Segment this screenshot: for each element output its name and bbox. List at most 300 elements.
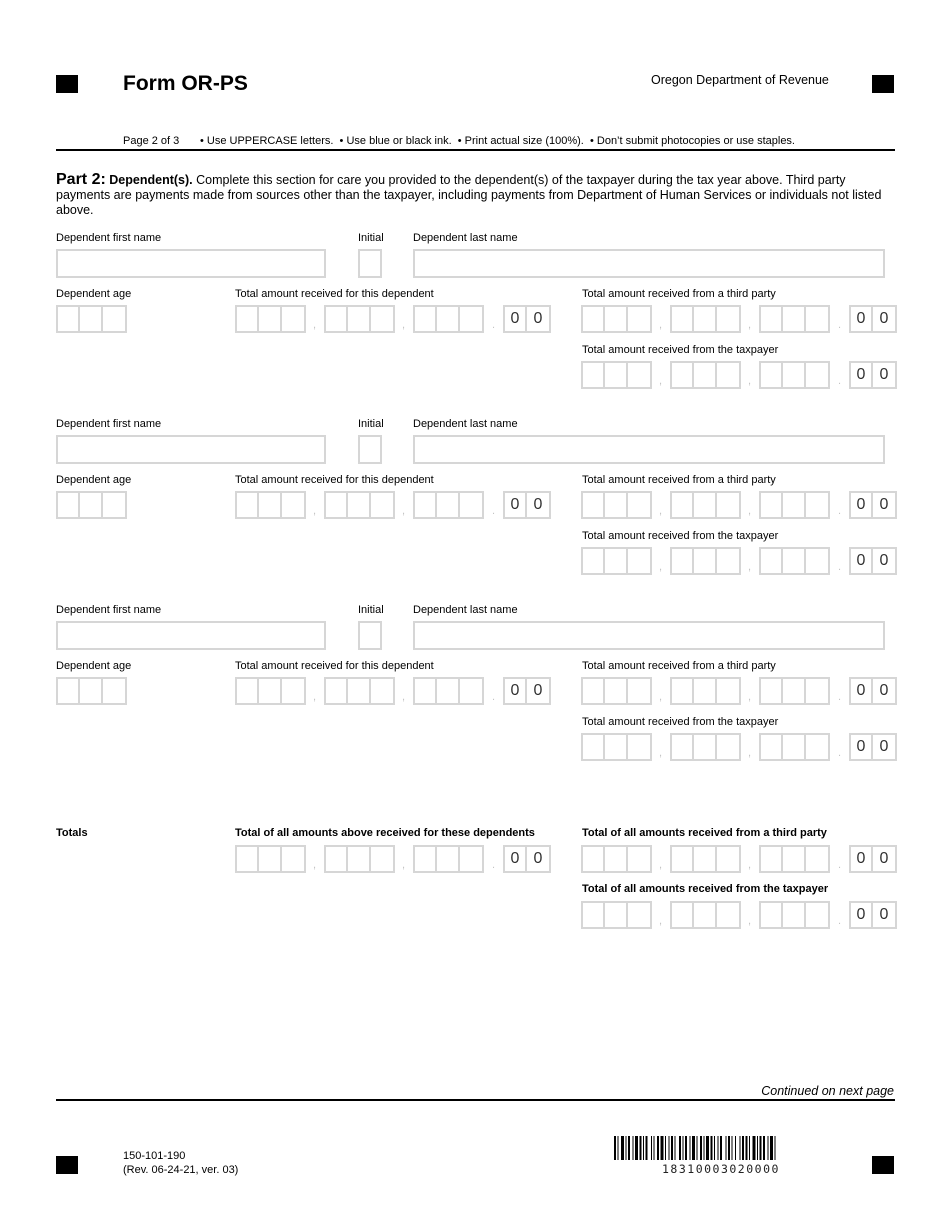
digit-cell[interactable] [415, 493, 437, 517]
digit-cell[interactable] [783, 307, 805, 331]
total-dependent-label: Total amount received for this dependent [235, 474, 434, 486]
cents-digit: 0 [505, 847, 527, 871]
cents-digit: 0 [879, 738, 889, 755]
barcode-bar [621, 1136, 624, 1160]
digit-cell[interactable] [460, 679, 482, 703]
total-all-third-party-label: Total of all amounts received from a third party [582, 827, 827, 839]
dependent-age-field[interactable] [56, 491, 127, 519]
digit-cell[interactable] [717, 903, 739, 927]
barcode-bar [749, 1136, 750, 1160]
total-dependent-amount-millions[interactable] [235, 677, 306, 705]
total-all-taxpayer-amount-units[interactable] [759, 901, 830, 929]
cents-digit: 0 [879, 310, 889, 327]
page-label: Page 2 of 3 [123, 135, 180, 147]
cents-digit: 0 [851, 549, 873, 573]
barcode-bar [665, 1136, 666, 1160]
barcode-bar [770, 1136, 773, 1160]
digit-cell[interactable] [761, 363, 783, 387]
digit-cell[interactable] [806, 847, 828, 871]
cents-digit: 0 [851, 847, 873, 871]
digit-cell[interactable] [282, 847, 304, 871]
barcode-bar [763, 1136, 765, 1160]
barcode-bar [768, 1136, 769, 1160]
digit-cell[interactable] [58, 307, 80, 331]
total-dependent-amount-cents [503, 491, 551, 519]
digit-cell[interactable] [259, 493, 281, 517]
dependent-age-field[interactable] [56, 677, 127, 705]
first-name-label: Dependent first name [56, 604, 162, 616]
barcode-bar [728, 1136, 730, 1160]
comma-separator: , [659, 915, 663, 927]
digit-cell[interactable] [103, 493, 125, 517]
digit-cell[interactable] [605, 363, 627, 387]
total-dependent-amount-thousands[interactable] [324, 305, 395, 333]
barcode-bar [726, 1136, 727, 1160]
barcode-bar [700, 1136, 702, 1160]
digit-cell[interactable] [717, 307, 739, 331]
barcode-bar [760, 1136, 762, 1160]
form-number: 150-101-190 [123, 1150, 186, 1162]
digit-cell[interactable] [583, 903, 605, 927]
digit-cell[interactable] [783, 847, 805, 871]
age-label: Dependent age [56, 660, 132, 672]
total-dependent-amount-millions[interactable] [235, 491, 306, 519]
total-dependent-amount-units[interactable] [413, 491, 484, 519]
taxpayer-amount-units[interactable] [759, 361, 830, 389]
digit-cell[interactable] [583, 363, 605, 387]
barcode-bar [746, 1136, 748, 1160]
digit-cell[interactable] [694, 903, 716, 927]
instructions: • Use UPPERCASE letters. • Use blue or black ink. • Print actual size (100%). • Don’t submit photocopies or use staples. [200, 135, 795, 147]
barcode-bar [675, 1136, 676, 1160]
digit-cell[interactable] [80, 493, 102, 517]
barcode-bar [735, 1136, 736, 1160]
digit-cell[interactable] [694, 735, 716, 759]
digit-cell[interactable] [761, 549, 783, 573]
decimal-separator: . [492, 505, 496, 517]
barcode-bar [635, 1136, 638, 1160]
comma-separator: , [659, 505, 663, 517]
digit-cell[interactable] [628, 735, 650, 759]
digit-cell[interactable] [237, 679, 259, 703]
cents-digit: 0 [879, 682, 889, 699]
digit-cell[interactable] [806, 363, 828, 387]
digit-cell[interactable] [783, 903, 805, 927]
total-all-third-party-amount-cents [849, 845, 897, 873]
barcode-bar [720, 1136, 722, 1160]
digit-cell[interactable] [806, 307, 828, 331]
taxpayer-label: Total amount received from the taxpayer [582, 344, 779, 356]
digit-cell[interactable] [694, 363, 716, 387]
taxpayer-amount-units[interactable] [759, 547, 830, 575]
cents-digit: 0 [505, 307, 527, 331]
taxpayer-amount-cents [849, 547, 897, 575]
digit-cell[interactable] [783, 735, 805, 759]
total-all-dependents-amount-millions[interactable] [235, 845, 306, 873]
digit-cell[interactable] [103, 679, 125, 703]
digit-cell[interactable] [761, 903, 783, 927]
digit-cell[interactable] [237, 493, 259, 517]
total-all-third-party-amount-thousands[interactable] [670, 845, 741, 873]
third-party-amount-thousands[interactable] [670, 491, 741, 519]
decimal-separator: . [492, 319, 496, 331]
digit-cell[interactable] [605, 679, 627, 703]
cents-digit: 0 [879, 496, 889, 513]
digit-cell[interactable] [371, 493, 393, 517]
digit-cell[interactable] [58, 493, 80, 517]
comma-separator: , [659, 859, 663, 871]
digit-cell[interactable] [437, 847, 459, 871]
total-all-taxpayer-amount-cents [849, 901, 897, 929]
cents-digit: 0 [533, 310, 543, 327]
barcode-bar [671, 1136, 673, 1160]
decimal-separator: . [838, 561, 842, 573]
cents-digit: 0 [533, 496, 543, 513]
digit-cell[interactable] [628, 679, 650, 703]
digit-cell[interactable] [326, 679, 348, 703]
digit-cell[interactable] [672, 307, 694, 331]
comma-separator: , [748, 561, 752, 573]
cents-digit: 0 [879, 552, 889, 569]
decimal-separator: . [838, 319, 842, 331]
barcode-number: 18310003020000 [662, 1162, 780, 1176]
dependent-initial-field[interactable] [358, 249, 382, 278]
third-party-amount-cents [849, 491, 897, 519]
dependent-initial-field[interactable] [358, 621, 382, 650]
digit-cell[interactable] [282, 493, 304, 517]
barcode-bar [661, 1136, 664, 1160]
taxpayer-amount-cents [849, 361, 897, 389]
digit-cell[interactable] [58, 679, 80, 703]
comma-separator: , [748, 859, 752, 871]
barcode-bar [690, 1136, 691, 1160]
digit-cell[interactable] [326, 307, 348, 331]
digit-cell[interactable] [628, 493, 650, 517]
comma-separator: , [659, 691, 663, 703]
barcode-bar [732, 1136, 733, 1160]
comma-separator: , [659, 375, 663, 387]
digit-cell[interactable] [761, 735, 783, 759]
third-party-amount-millions[interactable] [581, 491, 652, 519]
registration-mark-bottom-left [56, 1156, 78, 1174]
digit-cell[interactable] [783, 493, 805, 517]
digit-cell[interactable] [437, 493, 459, 517]
barcode-bar [646, 1136, 648, 1160]
digit-cell[interactable] [80, 679, 102, 703]
comma-separator: , [402, 691, 406, 703]
comma-separator: , [659, 747, 663, 759]
digit-cell[interactable] [605, 307, 627, 331]
taxpayer-amount-millions[interactable] [581, 733, 652, 761]
cents-digit: 0 [851, 363, 873, 387]
barcode [614, 1136, 826, 1160]
taxpayer-amount-millions[interactable] [581, 547, 652, 575]
barcode-bar [651, 1136, 652, 1160]
digit-cell[interactable] [583, 549, 605, 573]
barcode-bar [657, 1136, 659, 1160]
dependent-first-name-field[interactable] [56, 435, 326, 464]
digit-cell[interactable] [259, 847, 281, 871]
total-dependent-amount-units[interactable] [413, 677, 484, 705]
barcode-bar [711, 1136, 713, 1160]
total-dependent-amount-cents [503, 677, 551, 705]
total-all-dependents-amount-cents [503, 845, 551, 873]
taxpayer-amount-thousands[interactable] [670, 361, 741, 389]
decimal-separator: . [492, 859, 496, 871]
barcode-bar [775, 1136, 776, 1160]
decimal-separator: . [838, 859, 842, 871]
taxpayer-amount-thousands[interactable] [670, 547, 741, 575]
barcode-bar [640, 1136, 642, 1160]
decimal-separator: . [838, 505, 842, 517]
barcode-bar [692, 1136, 695, 1160]
total-dependent-label: Total amount received for this dependent [235, 288, 434, 300]
cents-digit: 0 [851, 307, 873, 331]
digit-cell[interactable] [326, 847, 348, 871]
third-party-label: Total amount received from a third party [582, 660, 776, 672]
cents-digit: 0 [879, 850, 889, 867]
digit-cell[interactable] [717, 363, 739, 387]
header-rule [56, 149, 895, 151]
digit-cell[interactable] [605, 847, 627, 871]
cents-digit: 0 [851, 679, 873, 703]
digit-cell[interactable] [717, 847, 739, 871]
digit-cell[interactable] [605, 735, 627, 759]
digit-cell[interactable] [694, 679, 716, 703]
digit-cell[interactable] [583, 307, 605, 331]
taxpayer-amount-cents [849, 733, 897, 761]
dependent-first-name-field[interactable] [56, 621, 326, 650]
comma-separator: , [313, 505, 317, 517]
cents-digit: 0 [851, 493, 873, 517]
total-all-dependents-label: Total of all amounts above received for these dependents [235, 827, 535, 839]
decimal-separator: . [838, 691, 842, 703]
digit-cell[interactable] [672, 903, 694, 927]
comma-separator: , [659, 319, 663, 331]
digit-cell[interactable] [672, 847, 694, 871]
digit-cell[interactable] [694, 493, 716, 517]
third-party-amount-millions[interactable] [581, 677, 652, 705]
digit-cell[interactable] [783, 549, 805, 573]
comma-separator: , [659, 561, 663, 573]
digit-cell[interactable] [672, 493, 694, 517]
digit-cell[interactable] [437, 307, 459, 331]
comma-separator: , [748, 505, 752, 517]
last-name-label: Dependent last name [413, 604, 518, 616]
initial-label: Initial [358, 232, 384, 244]
barcode-bar [704, 1136, 705, 1160]
digit-cell[interactable] [583, 679, 605, 703]
barcode-bar [742, 1136, 744, 1160]
digit-cell[interactable] [717, 735, 739, 759]
digit-cell[interactable] [761, 679, 783, 703]
dependent-initial-field[interactable] [358, 435, 382, 464]
digit-cell[interactable] [694, 847, 716, 871]
digit-cell[interactable] [348, 493, 370, 517]
barcode-bar [633, 1136, 634, 1160]
digit-cell[interactable] [237, 847, 259, 871]
decimal-separator: . [838, 915, 842, 927]
digit-cell[interactable] [605, 549, 627, 573]
comma-separator: , [313, 319, 317, 331]
comma-separator: , [748, 319, 752, 331]
digit-cell[interactable] [761, 847, 783, 871]
total-dependent-amount-units[interactable] [413, 305, 484, 333]
digit-cell[interactable] [282, 679, 304, 703]
third-party-amount-units[interactable] [759, 491, 830, 519]
digit-cell[interactable] [628, 307, 650, 331]
digit-cell[interactable] [605, 493, 627, 517]
digit-cell[interactable] [628, 363, 650, 387]
totals-label: Totals [56, 827, 88, 839]
digit-cell[interactable] [672, 735, 694, 759]
total-dependent-amount-thousands[interactable] [324, 677, 395, 705]
barcode-bar [706, 1136, 709, 1160]
digit-cell[interactable] [348, 847, 370, 871]
cents-digit: 0 [879, 906, 889, 923]
digit-cell[interactable] [628, 903, 650, 927]
digit-cell[interactable] [437, 679, 459, 703]
comma-separator: , [313, 859, 317, 871]
cents-digit: 0 [851, 903, 873, 927]
digit-cell[interactable] [806, 903, 828, 927]
dependent-last-name-field[interactable] [413, 621, 885, 650]
total-all-taxpayer-amount-millions[interactable] [581, 901, 652, 929]
total-all-taxpayer-amount-thousands[interactable] [670, 901, 741, 929]
digit-cell[interactable] [628, 549, 650, 573]
digit-cell[interactable] [460, 493, 482, 517]
barcode-bar [628, 1136, 630, 1160]
total-dependent-label: Total amount received for this dependent [235, 660, 434, 672]
digit-cell[interactable] [282, 307, 304, 331]
barcode-bar [669, 1136, 670, 1160]
digit-cell[interactable] [415, 307, 437, 331]
taxpayer-amount-millions[interactable] [581, 361, 652, 389]
comma-separator: , [402, 505, 406, 517]
form-title: Form OR-PS [123, 72, 248, 95]
dependent-first-name-field[interactable] [56, 249, 326, 278]
form-revision: (Rev. 06-24-21, ver. 03) [123, 1164, 239, 1176]
barcode-bar [740, 1136, 741, 1160]
digit-cell[interactable] [326, 493, 348, 517]
continued-note: Continued on next page [761, 1084, 894, 1098]
digit-cell[interactable] [103, 307, 125, 331]
barcode-bar [654, 1136, 655, 1160]
cents-digit: 0 [505, 679, 527, 703]
total-all-dependents-amount-units[interactable] [413, 845, 484, 873]
third-party-amount-thousands[interactable] [670, 305, 741, 333]
digit-cell[interactable] [761, 493, 783, 517]
agency-name: Oregon Department of Revenue [651, 73, 829, 87]
third-party-amount-millions[interactable] [581, 305, 652, 333]
taxpayer-amount-thousands[interactable] [670, 733, 741, 761]
digit-cell[interactable] [259, 679, 281, 703]
digit-cell[interactable] [80, 307, 102, 331]
total-all-third-party-amount-millions[interactable] [581, 845, 652, 873]
digit-cell[interactable] [460, 847, 482, 871]
digit-cell[interactable] [761, 307, 783, 331]
digit-cell[interactable] [717, 549, 739, 573]
comma-separator: , [313, 691, 317, 703]
comma-separator: , [402, 859, 406, 871]
digit-cell[interactable] [806, 493, 828, 517]
taxpayer-label: Total amount received from the taxpayer [582, 530, 779, 542]
barcode-bar [618, 1136, 619, 1160]
initial-label: Initial [358, 418, 384, 430]
registration-mark-bottom-right [872, 1156, 894, 1174]
footer-rule [56, 1099, 895, 1101]
dependent-last-name-field[interactable] [413, 435, 885, 464]
digit-cell[interactable] [237, 307, 259, 331]
digit-cell[interactable] [694, 549, 716, 573]
barcode-bar [757, 1136, 758, 1160]
initial-label: Initial [358, 604, 384, 616]
taxpayer-amount-units[interactable] [759, 733, 830, 761]
digit-cell[interactable] [628, 847, 650, 871]
digit-cell[interactable] [583, 735, 605, 759]
digit-cell[interactable] [371, 847, 393, 871]
digit-cell[interactable] [806, 679, 828, 703]
third-party-amount-thousands[interactable] [670, 677, 741, 705]
digit-cell[interactable] [672, 363, 694, 387]
digit-cell[interactable] [583, 493, 605, 517]
digit-cell[interactable] [806, 735, 828, 759]
total-dependent-amount-thousands[interactable] [324, 491, 395, 519]
digit-cell[interactable] [583, 847, 605, 871]
digit-cell[interactable] [415, 679, 437, 703]
total-dependent-amount-cents [503, 305, 551, 333]
digit-cell[interactable] [415, 847, 437, 871]
digit-cell[interactable] [806, 549, 828, 573]
dependent-age-field[interactable] [56, 305, 127, 333]
digit-cell[interactable] [348, 307, 370, 331]
total-dependent-amount-millions[interactable] [235, 305, 306, 333]
barcode-bar [685, 1136, 687, 1160]
total-all-dependents-amount-thousands[interactable] [324, 845, 395, 873]
digit-cell[interactable] [371, 679, 393, 703]
digit-cell[interactable] [672, 549, 694, 573]
third-party-amount-units[interactable] [759, 677, 830, 705]
digit-cell[interactable] [783, 363, 805, 387]
part2-title: Dependent(s). [109, 173, 193, 187]
third-party-amount-units[interactable] [759, 305, 830, 333]
age-label: Dependent age [56, 288, 132, 300]
digit-cell[interactable] [717, 679, 739, 703]
total-all-taxpayer-label: Total of all amounts received from the taxpayer [582, 883, 829, 895]
digit-cell[interactable] [717, 493, 739, 517]
digit-cell[interactable] [371, 307, 393, 331]
digit-cell[interactable] [460, 307, 482, 331]
digit-cell[interactable] [783, 679, 805, 703]
first-name-label: Dependent first name [56, 418, 162, 430]
barcode-bar [679, 1136, 681, 1160]
barcode-bar [697, 1136, 698, 1160]
dependent-last-name-field[interactable] [413, 249, 885, 278]
comma-separator: , [402, 319, 406, 331]
comma-separator: , [748, 375, 752, 387]
digit-cell[interactable] [694, 307, 716, 331]
decimal-separator: . [492, 691, 496, 703]
registration-mark-top-right [872, 75, 894, 93]
registration-mark-top-left [56, 75, 78, 93]
digit-cell[interactable] [605, 903, 627, 927]
digit-cell[interactable] [348, 679, 370, 703]
digit-cell[interactable] [259, 307, 281, 331]
total-all-third-party-amount-units[interactable] [759, 845, 830, 873]
cents-digit: 0 [533, 682, 543, 699]
digit-cell[interactable] [672, 679, 694, 703]
age-label: Dependent age [56, 474, 132, 486]
